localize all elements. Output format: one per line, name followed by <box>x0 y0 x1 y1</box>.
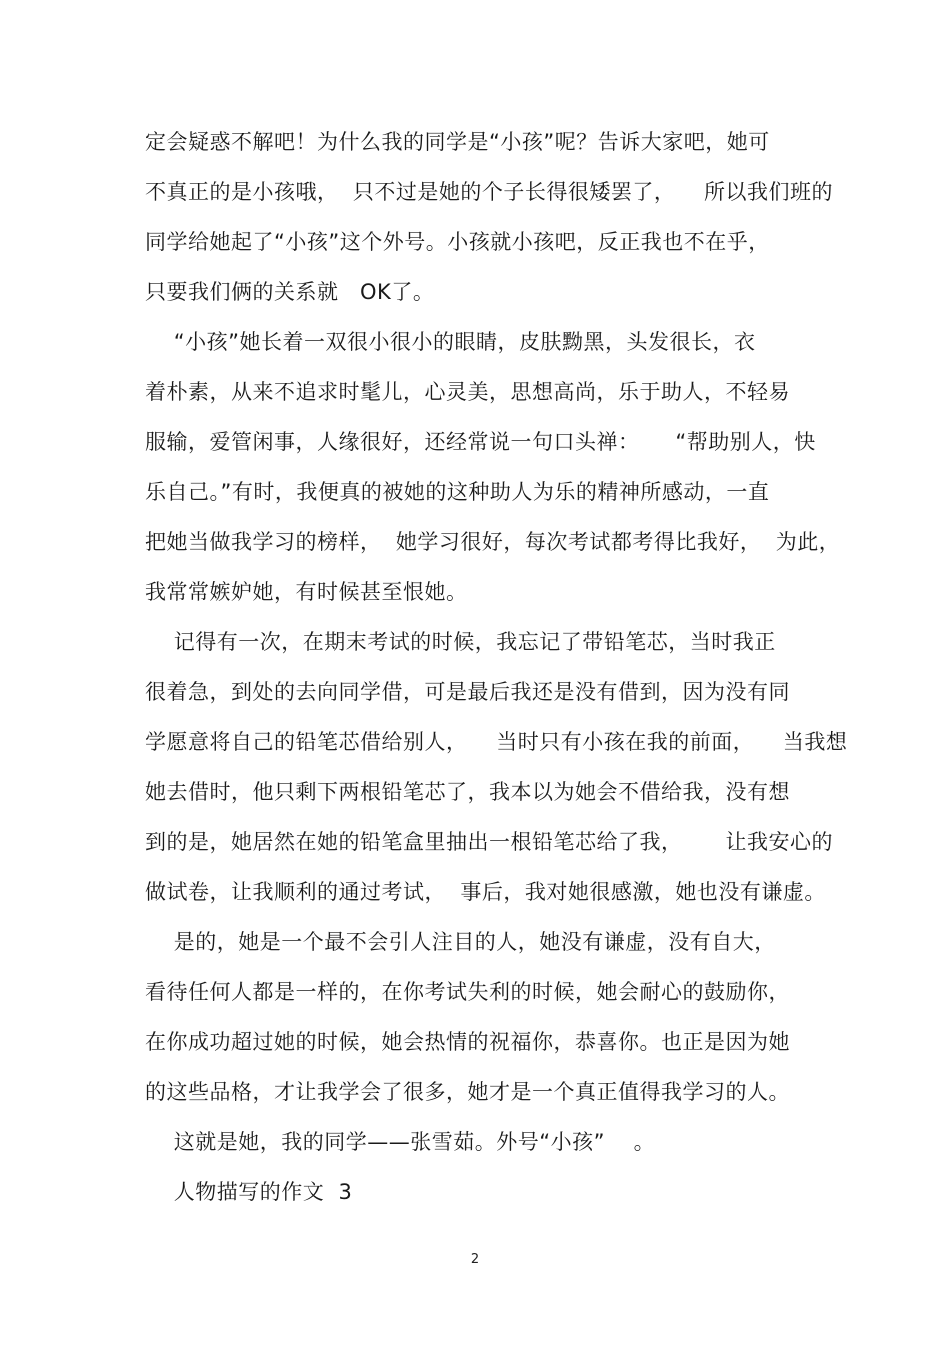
text-line: 乐自己。”有时，我便真的被她的这种助人为乐的精神所感动，一直 <box>145 480 770 504</box>
text-line: 服输，爱管闲事，人缘很好，还经常说一句口头禅： “帮助别人，快 <box>145 430 816 454</box>
text-line: 记得有一次，在期末考试的时候，我忘记了带铅笔芯，当时我正 <box>145 630 776 654</box>
text-line: 着朴素，从来不追求时髦儿，心灵美，思想高尚，乐于助人，不轻易 <box>145 380 790 404</box>
section-heading: 人物描写的作文 3 <box>145 1180 353 1204</box>
text-line: “小孩”她长着一双很小很小的眼睛，皮肤黝黑，头发很长，衣 <box>145 330 756 354</box>
page-number: 2 <box>470 1252 480 1267</box>
text-line: 把她当做我学习的榜样， 她学习很好，每次考试都考得比我好， 为此， <box>145 530 841 554</box>
text-line: 我常常嫉妒她，有时候甚至恨她。 <box>145 580 468 604</box>
text-line: 只要我们俩的关系就 OK了。 <box>145 280 435 304</box>
text-line: 是的，她是一个最不会引人注目的人，她没有谦虚，没有自大， <box>145 930 776 954</box>
text-line: 很着急，到处的去向同学借，可是最后我还是没有借到，因为没有同 <box>145 680 790 704</box>
text-line: 的这些品格，才让我学会了很多，她才是一个真正值得我学习的人。 <box>145 1080 790 1104</box>
text-line: 在你成功超过她的时候，她会热情的祝福你，恭喜你。也正是因为她 <box>145 1030 790 1054</box>
text-line: 看待任何人都是一样的，在你考试失利的时候，她会耐心的鼓励你， <box>145 980 790 1004</box>
text-line: 到的是，她居然在她的铅笔盒里抽出一根铅笔芯给了我， 让我安心的 <box>145 830 834 854</box>
text-line: 不真正的是小孩哦， 只不过是她的个子长得很矮罢了， 所以我们班的 <box>145 180 834 204</box>
text-line: 这就是她，我的同学——张雪茹。外号“小孩” 。 <box>145 1130 656 1154</box>
text-line: 她去借时，他只剩下两根铅笔芯了，我本以为她会不借给我，没有想 <box>145 780 790 804</box>
text-line: 做试卷，让我顺利的通过考试， 事后，我对她很感激，她也没有谦虚。 <box>145 880 826 904</box>
text-line: 同学给她起了“小孩”这个外号。小孩就小孩吧，反正我也不在乎， <box>145 230 770 254</box>
text-line: 定会疑惑不解吧！为什么我的同学是“小孩”呢？告诉大家吧，她可 <box>145 130 770 154</box>
text-line: 学愿意将自己的铅笔芯借给别人， 当时只有小孩在我的前面， 当我想 <box>145 730 848 754</box>
